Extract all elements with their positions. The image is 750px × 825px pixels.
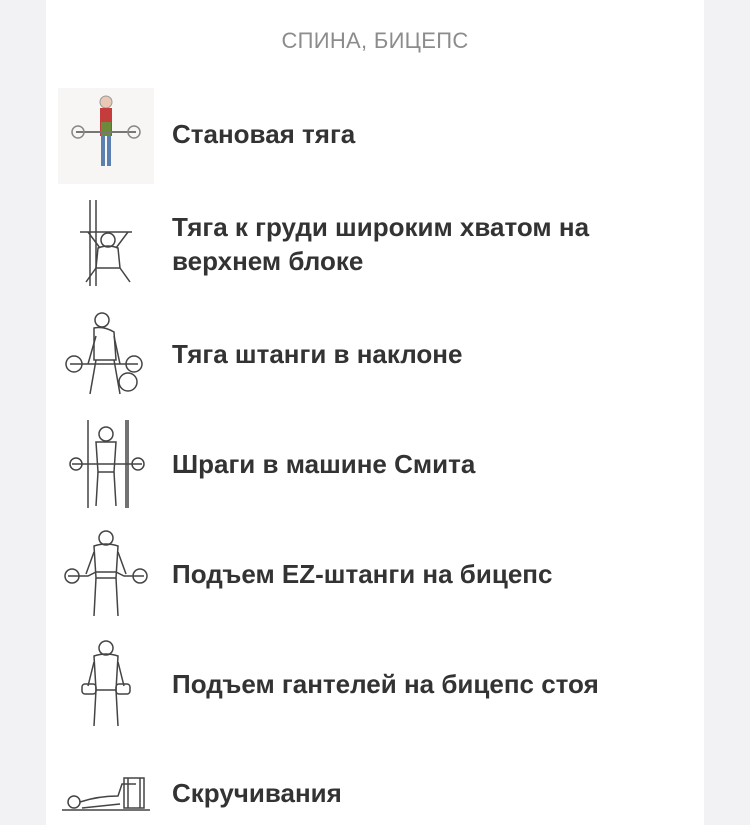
exercise-label: Шраги в машине Смита <box>172 449 476 479</box>
exercise-row-lat-pulldown[interactable] <box>46 190 704 300</box>
exercise-label: Подъем EZ-штанги на бицепс <box>172 559 553 589</box>
crunches-icon <box>58 744 154 825</box>
exercise-row-bent-over-row[interactable] <box>46 300 704 410</box>
exercise-label: Подъем гантелей на бицепс стоя <box>172 669 599 699</box>
ez-bar-curl-icon <box>58 526 154 622</box>
exercise-row-ez-bar-curl[interactable] <box>46 520 704 630</box>
smith-shrugs-icon <box>58 416 154 512</box>
exercise-label: Становая тяга <box>172 119 356 149</box>
section-title: СПИНА, БИЦЕПС <box>281 28 469 53</box>
bent-over-row-icon <box>58 306 154 402</box>
exercise-row-deadlift[interactable] <box>46 80 704 190</box>
exercise-label: Тяга к груди широким хватом на верхнем блоке <box>172 212 590 276</box>
exercise-card <box>46 0 704 825</box>
dumbbell-curl-icon <box>58 636 154 732</box>
exercise-row-crunches[interactable] <box>46 740 704 825</box>
exercise-row-smith-shrugs[interactable] <box>46 410 704 520</box>
exercise-row-dumbbell-curl[interactable] <box>46 630 704 740</box>
exercise-label: Тяга штанги в наклоне <box>172 339 463 369</box>
deadlift-icon <box>58 88 154 184</box>
exercise-label: Скручивания <box>172 778 342 808</box>
lat-pulldown-icon <box>58 196 154 292</box>
